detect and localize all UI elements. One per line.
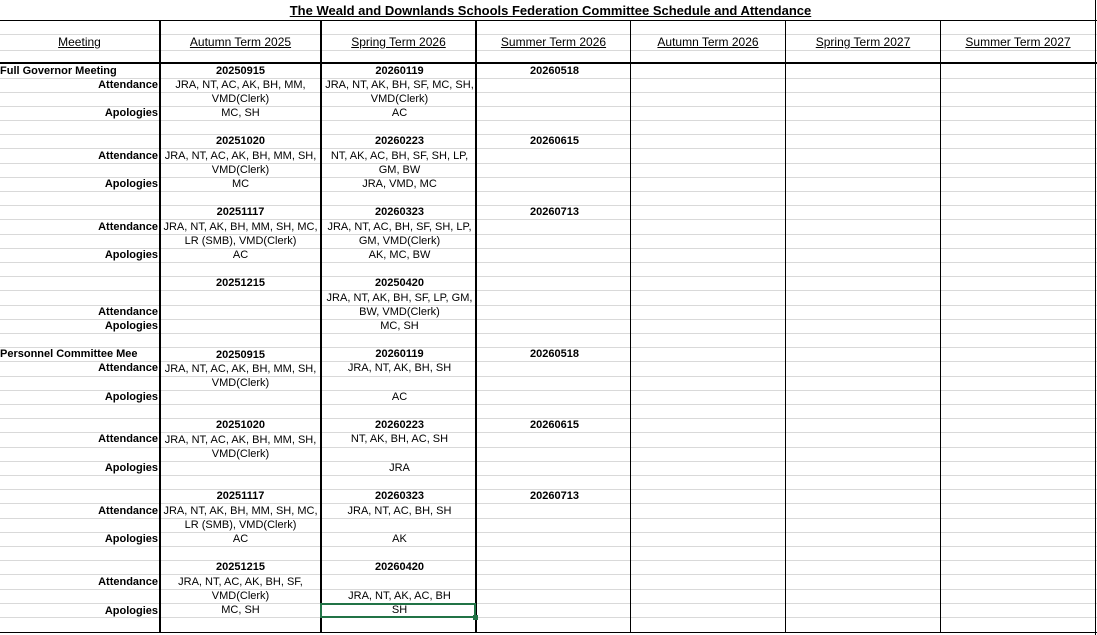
apologies-cell[interactable]: MC, SH xyxy=(380,320,419,332)
apologies-label[interactable]: Apologies xyxy=(104,391,158,403)
column-divider xyxy=(940,20,941,633)
apologies-label[interactable]: Apologies xyxy=(104,107,158,119)
meeting-date[interactable]: 20260518 xyxy=(530,348,579,360)
meeting-date[interactable]: 20251215 xyxy=(216,561,265,573)
gridline xyxy=(0,120,1097,121)
gridline xyxy=(0,461,1097,462)
meeting-date[interactable]: 20251215 xyxy=(216,277,265,289)
gridline xyxy=(0,617,1097,618)
apologies-label[interactable]: Apologies xyxy=(104,605,158,617)
apologies-cell[interactable]: MC, SH xyxy=(221,107,260,119)
attendance-cell[interactable]: JRA, NT, AK, BH, SF, MC, SH, VMD(Clerk) xyxy=(325,79,474,105)
header-meeting[interactable]: Meeting xyxy=(58,35,101,49)
apologies-cell[interactable]: AK xyxy=(392,533,407,545)
gridline xyxy=(0,290,1097,291)
gridline xyxy=(0,305,1097,306)
meeting-date[interactable]: 20251020 xyxy=(216,419,265,431)
gridline xyxy=(0,475,1097,476)
meeting-date[interactable]: 20260713 xyxy=(530,206,579,218)
attendance-label[interactable]: Attendance xyxy=(98,150,158,162)
attendance-label[interactable]: Attendance xyxy=(98,362,158,374)
attendance-cell[interactable]: JRA, NT, AK, AC, BH xyxy=(348,590,451,602)
gridline xyxy=(0,50,1097,51)
section-label-personnel[interactable]: Personnel Committee Mee xyxy=(0,348,138,360)
attendance-label[interactable]: Attendance xyxy=(98,79,158,91)
header-autumn-2026[interactable]: Autumn Term 2026 xyxy=(657,35,759,49)
apologies-label[interactable]: Apologies xyxy=(104,462,158,474)
gridline xyxy=(0,390,1097,391)
gridline xyxy=(0,333,1097,334)
attendance-cell[interactable]: JRA, NT, AC, AK, BH, MM, SH, VMD(Clerk) xyxy=(164,434,317,460)
apologies-cell[interactable]: JRA xyxy=(389,462,410,474)
gridline xyxy=(0,546,1097,547)
attendance-cell[interactable]: JRA, NT, AK, BH, SF, LP, GM, BW, VMD(Clerk) xyxy=(326,292,473,318)
apologies-label[interactable]: Apologies xyxy=(104,320,158,332)
header-spring-2026[interactable]: Spring Term 2026 xyxy=(351,35,446,49)
header-spring-2027[interactable]: Spring Term 2027 xyxy=(815,35,911,49)
apologies-cell-selected[interactable]: SH xyxy=(391,604,408,616)
apologies-cell[interactable]: AC xyxy=(232,533,249,545)
meeting-date[interactable]: 20251117 xyxy=(216,206,265,218)
meeting-date[interactable]: 20251117 xyxy=(216,490,265,502)
meeting-date[interactable]: 20250915 xyxy=(216,65,265,77)
meeting-date[interactable]: 20260518 xyxy=(530,65,579,77)
apologies-label[interactable]: Apologies xyxy=(104,178,158,190)
header-autumn-2025[interactable]: Autumn Term 2025 xyxy=(189,35,292,49)
sheet-title[interactable]: The Weald and Downlands Schools Federation Committee Schedule and Attendance xyxy=(289,3,812,18)
meeting-date[interactable]: 20250420 xyxy=(375,277,424,289)
attendance-label[interactable]: Attendance xyxy=(98,433,158,445)
meeting-date[interactable]: 20260713 xyxy=(530,490,579,502)
meeting-date[interactable]: 20250915 xyxy=(216,349,265,361)
meeting-date[interactable]: 20260323 xyxy=(375,490,424,502)
apologies-cell[interactable]: AC xyxy=(232,249,249,261)
attendance-cell[interactable]: JRA, NT, AC, AK, BH, MM, VMD(Clerk) xyxy=(175,79,306,105)
meeting-date[interactable]: 20260615 xyxy=(530,419,579,431)
meeting-date[interactable]: 20260119 xyxy=(375,348,424,360)
gridline xyxy=(0,319,1097,320)
apologies-cell[interactable]: MC xyxy=(231,178,250,190)
apologies-cell[interactable]: AK, MC, BW xyxy=(368,249,431,261)
header-top-border xyxy=(0,20,1097,21)
meeting-date[interactable]: 20260223 xyxy=(375,135,424,147)
attendance-cell[interactable]: JRA, NT, AC, AK, BH, MM, SH, VMD(Clerk) xyxy=(164,150,317,176)
gridline xyxy=(0,191,1097,192)
attendance-cell[interactable]: NT, AK, AC, BH, SF, SH, LP, GM, BW xyxy=(330,150,469,176)
attendance-cell[interactable]: JRA, NT, AC, BH, SF, SH, LP, GM, VMD(Clerk) xyxy=(327,221,472,247)
attendance-cell[interactable]: JRA, NT, AK, BH, MM, SH, MC, LR (SMB), VMD(Clerk) xyxy=(163,221,318,247)
apologies-cell[interactable]: AC xyxy=(391,391,408,403)
header-summer-2027[interactable]: Summer Term 2027 xyxy=(965,35,1071,49)
attendance-cell[interactable]: NT, AK, BH, AC, SH xyxy=(350,433,449,445)
apologies-label[interactable]: Apologies xyxy=(104,249,158,261)
meeting-date[interactable]: 20251020 xyxy=(216,135,265,147)
section-label-full-governor[interactable]: Full Governor Meeting xyxy=(0,65,117,77)
meeting-date[interactable]: 20260119 xyxy=(375,65,424,77)
attendance-cell[interactable]: JRA, NT, AC, AK, BH, MM, SH, VMD(Clerk) xyxy=(164,363,317,389)
attendance-label[interactable]: Attendance xyxy=(98,221,158,233)
gridline xyxy=(0,404,1097,405)
column-divider xyxy=(630,20,631,633)
column-divider xyxy=(159,20,161,633)
table-right-border xyxy=(1095,0,1096,635)
attendance-label[interactable]: Attendance xyxy=(98,505,158,517)
table-bottom-border xyxy=(0,632,1097,633)
active-cell-selection[interactable] xyxy=(320,603,476,618)
meeting-date[interactable]: 20260615 xyxy=(530,135,579,147)
attendance-cell[interactable]: JRA, NT, AK, BH, MM, SH, MC, LR (SMB), VMD(Clerk) xyxy=(163,505,318,531)
apologies-cell[interactable]: MC, SH xyxy=(221,604,260,616)
attendance-cell[interactable]: JRA, NT, AC, BH, SH xyxy=(347,505,452,517)
apologies-label[interactable]: Apologies xyxy=(104,533,158,545)
meeting-date[interactable]: 20260420 xyxy=(375,561,424,573)
attendance-cell[interactable]: JRA, NT, AC, AK, BH, SF, VMD(Clerk) xyxy=(178,576,303,602)
meeting-date[interactable]: 20260323 xyxy=(375,206,424,218)
column-divider xyxy=(785,20,786,633)
fill-handle[interactable] xyxy=(473,615,478,620)
header-summer-2026[interactable]: Summer Term 2026 xyxy=(500,35,607,49)
attendance-label[interactable]: Attendance xyxy=(98,306,158,318)
attendance-label[interactable]: Attendance xyxy=(98,576,158,588)
attendance-cell[interactable]: JRA, NT, AK, BH, SH xyxy=(347,362,452,374)
apologies-cell[interactable]: JRA, VMD, MC xyxy=(362,178,437,190)
gridline xyxy=(0,262,1097,263)
apologies-cell[interactable]: AC xyxy=(391,107,408,119)
meeting-date[interactable]: 20260223 xyxy=(375,419,424,431)
